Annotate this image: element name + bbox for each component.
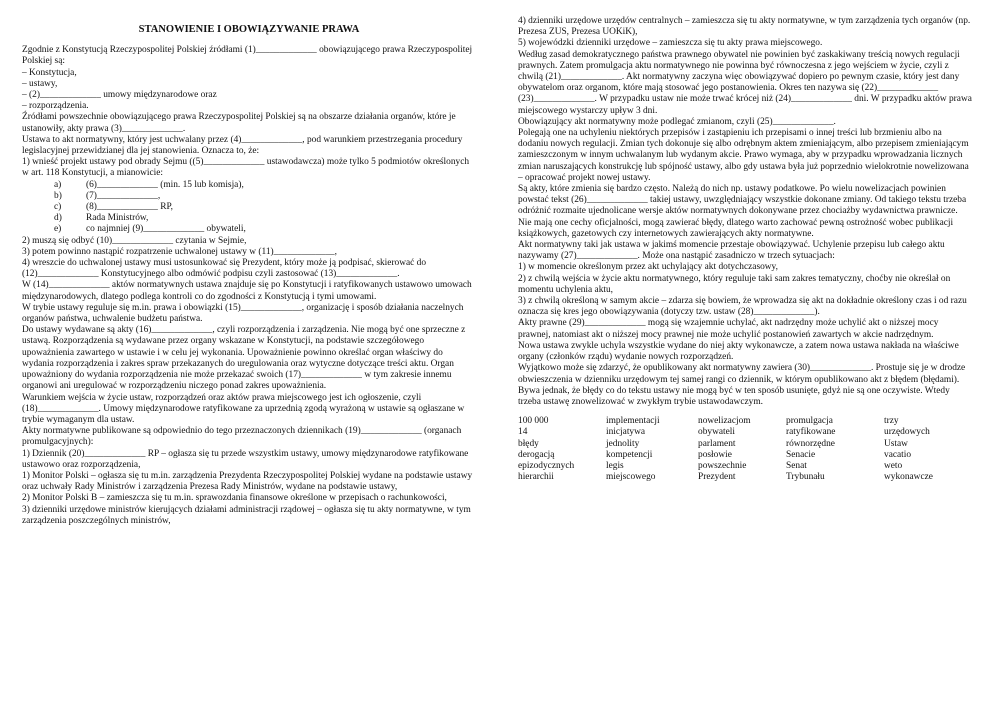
word-bank-item: Senat: [786, 460, 807, 471]
paragraph: Polegają one na uchyleniu niektórych przepisów i zastąpieniu ich przepisami o innej treści lub brzmieniu albo na dodaniu nowych regulacji. Zmian tych dokonuje się albo odrębnym aktem zmieniającym, albo przepisem zmieniającym zamieszczonym w innym uchwalanym lub wydanym akcie. Prawo wymaga, aby w przypadku wprowadzania licznych zmian naruszających konstrukcję lub spójność ustawy, albo gdy ustawa była już poprzednio wielokrotnie nowelizowana – opracować projekt nowej ustawy.: [518, 128, 969, 183]
word-bank-item: urzędowych: [884, 427, 930, 438]
paragraph: 1) w momencie określonym przez akt uchylający akt dotychczasowy,: [518, 262, 778, 273]
paragraph: Akt normatywny taki jak ustawa w jakimś momencie przestaje obowiązywać. Uchylenie przepisu lub całego aktu nazywamy (27)_____________. Może ona nastąpić zasadniczo w trzech sytuacjach:: [518, 240, 945, 262]
word-bank-item: hierarchii: [518, 472, 554, 483]
list-subitem-label: e): [54, 224, 62, 235]
paragraph: Nowa ustawa zwykle uchyla wszystkie wydane do niej akty wykonawcze, a zatem nowa ustawa nakłada na właściwe organy (członków rządu) wydanie nowych rozporządzeń.: [518, 340, 959, 363]
paragraph: 1) wnieść projekt ustawy pod obrady Sejmu ((5)_____________ ustawodawcza) może tylko 5 podmiotów określonych w art. 118 Konstytucji, a mianowicie:: [22, 157, 470, 179]
list-subitem-text: (6)_____________ (min. 15 lub komisja),: [86, 179, 244, 190]
word-bank-item: epizodycznych: [518, 460, 575, 471]
paragraph: Ustawa to akt normatywny, który jest uchwalany przez (4)_____________, pod warunkiem przestrzegania procedury legislacyjnej przewidzianej dla jej stanowienia. Oznacza to, że:: [22, 134, 463, 157]
word-bank-item: Senacie: [786, 449, 816, 460]
word-bank-item: parlament: [698, 438, 736, 449]
list-subitem: [22, 191, 476, 202]
list-subitem-text: (8)_____________ RP,: [86, 202, 173, 213]
list-subitem-text: Rada Ministrów,: [86, 213, 149, 224]
word-bank-item: weto: [884, 460, 903, 471]
paragraph: Warunkiem wejścia w życie ustaw, rozporządzeń oraz aktów prawa miejscowego jest ich ogłoszenie, czyli (18)_____________. Umowy międzynarodowe ratyfikowane za uprzednią zgodą wyrażoną w ustawie są ogłaszane w trybie wymaganym dla ustaw.: [22, 392, 465, 425]
paragraph: Według zasad demokratycznego państwa prawnego obywatel nie powinien być zaskakiwany treścią nowych regulacji prawnych. Zatem promulgacja aktu normatywnego nie powinna być równoczesna z jego wejściem w życie, czyli z chwilą (21)_____________. Akt normatywny zaczyna więc obowiązywać dopiero po pewnym czasie, który jest dany obywatelom oraz organom, które mają stosować jego postanowienia. Okres ten nazywa się (22)_____________ (23)_____________. W przypadku ustaw nie może trwać krócej niż (24)_____________ dni. W przypadku aktów prawa miejscowego wystarczy upływ 3 dni.: [518, 49, 972, 116]
word-bank-item: równorzędne: [786, 438, 835, 449]
word-bank-item: derogacją: [518, 449, 555, 460]
list-subitem-label: c): [54, 202, 62, 213]
paragraph: 4) dzienniki urzędowe urzędów centralnych – zamieszcza się tu akty normatywne, w tym zarządzenia tych organów (np. Prezesa ZUS, Prezesa UOKiK),: [518, 16, 971, 38]
paragraph: Wyjątkowo może się zdarzyć, że opublikowany akt normatywny zawiera (30)_____________. Prostuje się je w drodze obwieszczenia w dzienniku urzędowym tej samej rangi co dziennik, w którym opublikowano akt z błędem (błędami). Bywa jednak, że błędy co do tekstu ustawy nie mogą być w ten sposób usunięte, gdyż nie są one oczywiste. Wtedy trzeba ustawę znowelizować w zwykłym trybie ustawodawczym.: [518, 363, 966, 407]
paragraph: Akty prawne (29)_____________ mogą się wzajemnie uchylać, akt nadrzędny może uchylić akt o niższej mocy prawnej, natomiast akt o niższej mocy prawnej nie może uchylić postanowień zawartych w akcie nadrzędnym.: [518, 318, 939, 340]
paragraph: Obowiązujący akt normatywny może podlegać zmianom, czyli (25)_____________.: [518, 116, 836, 127]
right-body: [518, 16, 972, 408]
paragraph: 4) wreszcie do uchwalonej ustawy musi ustosunkować się Prezydent, który może ją podpisać, skierować do (12)_____________ Konstytucyjnego albo odmówić podpisu czyli zastosować (13)_____________.: [22, 258, 427, 280]
word-bank-item: Prezydent: [698, 472, 736, 483]
paragraph: Źródłami powszechnie obowiązującego prawa Rzeczypospolitej Polskiej są na obszarze działania organów, które je ustanowiły, akty prawa (3)_____________.: [22, 112, 456, 134]
word-bank-item: posłowie: [698, 449, 732, 460]
word-bank-item: Trybunału: [786, 472, 825, 483]
paragraph: W trybie ustawy reguluje się m.in. prawa i obowiązki (15)_____________, organizację i sposób działania naczelnych organów państwa, uchwalenie budżetu państwa.: [22, 302, 464, 325]
paragraph: 1) Monitor Polski – ogłasza się tu m.in. zarządzenia Prezydenta Rzeczypospolitej Polskiej wydane na podstawie ustawy oraz uchwały Rady Ministrów i zarządzenia Prezesa Rady Ministrów, wydane na podstawie ustawy,: [22, 470, 473, 493]
paragraph: 3) potem powinno nastąpić rozpatrzenie uchwalonej ustawy w (11)_____________,: [22, 246, 337, 257]
word-bank-item: 14: [518, 427, 528, 438]
list-subitem-text: co najmniej (9)_____________ obywateli,: [86, 224, 246, 235]
paragraph: 3) dzienniki urzędowe ministrów kierujących działami administracji rządowej – ogłasza się tu akty normatywne, w tym zarządzenia poszczególnych ministrów,: [22, 504, 471, 526]
paragraph: 5) wojewódzki dzienniki urzędowe – zamieszcza się tu akty prawa miejscowego.: [518, 38, 823, 49]
list-subitem-text: (7)_____________,: [86, 190, 161, 201]
word-bank: [518, 416, 972, 483]
right-column: [518, 16, 972, 483]
word-bank-item: obywateli: [698, 427, 735, 438]
word-bank-item: legis: [606, 460, 624, 471]
left-column: [22, 16, 476, 527]
paragraph: 2) muszą się odbyć (10)_____________ czytania w Sejmie,: [22, 235, 247, 246]
paragraph: 2) Monitor Polski B – zamieszcza się tu m.in. sprawozdania finansowe określone w przepisach o rachunkowości,: [22, 493, 447, 504]
paragraph: – ustawy,: [22, 78, 58, 89]
word-bank-item: trzy: [884, 416, 899, 427]
paragraph: Do ustawy wydawane są akty (16)_____________, czyli rozporządzenia i zarządzenia. Nie mogą być one sprzeczne z ustawą. Rozporządzenia są wydawane przez organy wskazane w Konstytucji, na podstawie szczegółowego upoważnienia zawartego w ustawie i w celu jej wykonania. Upoważnienie powinno określać organ właściwy do wydania rozporządzenia i zakres spraw przekazanych do uregulowania oraz wytyczne dotyczące treści aktu. Organ upoważniony do wydania rozporządzenia nie może przekazać swoich (17)_____________ w tym zakresie innemu organowi ani uregulować w rozporządzeniu niczego ponad zakres upoważnienia.: [22, 325, 466, 392]
word-bank-item: jednolity: [606, 438, 640, 449]
list-subitem: [22, 213, 476, 224]
list-subitem-label: b): [54, 190, 62, 201]
paragraph: 1) Dziennik (20)_____________ RP – ogłasza się tu przede wszystkim ustawy, umowy międzynarodowe ratyfikowane ustawowo oraz rozporządzenia,: [22, 448, 469, 470]
paragraph: W (14)_____________ aktów normatywnych ustawa znajduje się po Konstytucji i ratyfikowanych ustawowo umowach międzynarodowych, dlatego podlega kontroli co do zgodności z Konstytucją i tymi umowami.: [22, 280, 472, 302]
word-bank-item: Ustaw: [884, 438, 908, 449]
paragraph: – rozporządzenia.: [22, 101, 89, 112]
paragraph: – Konstytucja,: [22, 67, 77, 78]
word-bank-item: 100 000: [518, 416, 549, 427]
paragraph: Są akty, które zmienia się bardzo często. Należą do nich np. ustawy podatkowe. Po wielu nowelizacjach powinien powstać tekst (26)_____________ takiej ustawy, uwzględniający wszystkie dokonane zmiany. Od takiego tekstu trzeba odróżnić rozmaite ujednolicane wersje aktów normatywnych dokonywane przez chociażby wydawnictwa prawnicze. Nie mają one cechy oficjalności, mogą zawierać błędy, dlatego warto zachować pewną ostrożność wobec publikacji książkowych, gazetowych czy internetowych zawierających akty normatywne.: [518, 184, 967, 239]
paragraph: Akty normatywne publikowane są odpowiednio do tego przeznaczonych dziennikach (19)_____________ (organach promulgacyjnych):: [22, 426, 462, 448]
left-body: [22, 45, 476, 527]
word-bank-item: ratyfikowane: [786, 427, 836, 438]
word-bank-item: powszechnie: [698, 460, 747, 471]
word-bank-item: błędy: [518, 438, 539, 449]
page-title: STANOWIENIE I OBOWIĄZYWANIE PRAWA: [138, 24, 360, 35]
paragraph: 2) z chwilą wejścia w życie aktu normatywnego, który reguluje taki sam zakres tematyczny, choćby nie określał on momentu uchylenia aktu,: [518, 273, 951, 295]
word-bank-item: nowelizacjom: [698, 416, 751, 427]
word-bank-item: implementacji: [606, 416, 660, 427]
list-subitem-label: a): [54, 179, 62, 190]
word-bank-item: kompetencji: [606, 449, 653, 460]
word-bank-item: inicjatywa: [606, 427, 646, 438]
list-subitem: [22, 224, 476, 235]
word-bank-item: promulgacja: [786, 416, 833, 427]
paragraph: – (2)_____________ umowy międzynarodowe oraz: [22, 90, 217, 101]
paragraph: Zgodnie z Konstytucją Rzeczypospolitej Polskiej źródłami (1)_____________ obowiązującego prawa Rzeczypospolitej Polskiej są:: [22, 45, 473, 67]
list-subitem: [22, 180, 476, 191]
list-subitem-label: d): [54, 213, 62, 224]
paragraph: 3) z chwilą określoną w samym akcie – zdarza się bowiem, że wprowadza się akt na dokładnie określony czas i od razu oznacza się kres jego obowiązywania (dotyczy tzw. ustaw (28)_____________).: [518, 296, 967, 318]
word-bank-item: vacatio: [884, 449, 912, 460]
word-bank-item: wykonawcze: [884, 472, 933, 483]
word-bank-item: miejscowego: [606, 472, 656, 483]
list-subitem: [22, 202, 476, 213]
